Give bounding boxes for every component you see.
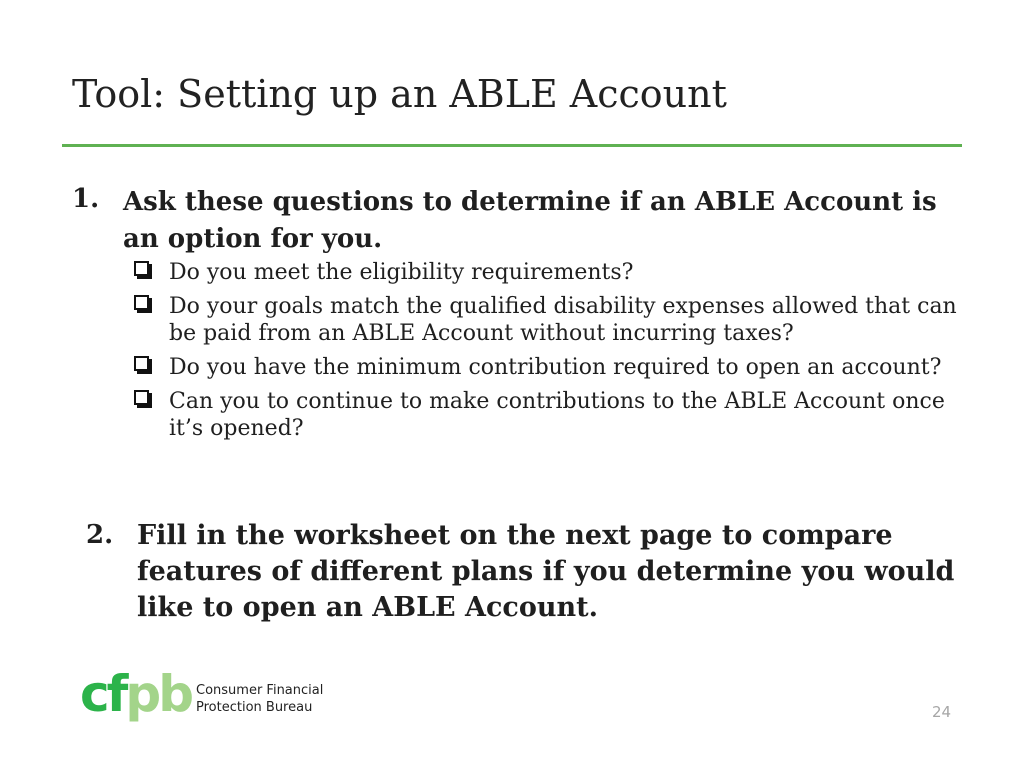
cfpb-logo-mark [80, 665, 191, 723]
slide-title: Tool: Setting up an ABLE Account [72, 72, 727, 116]
question-item [128, 293, 958, 347]
logo-wordmark [196, 682, 323, 716]
step-2-heading: Fill in the worksheet on the next page to compare features of different plans if you determine you would like to open an ABLE Account. [137, 520, 955, 623]
question-text: Can you to continue to make contributions to the ABLE Account once it’s opened? [169, 389, 945, 441]
cfpb-logo [80, 665, 350, 724]
logo-line-1: Consumer Financial [196, 683, 324, 698]
question-list [128, 259, 958, 449]
question-text: Do you meet the eligibility requirements? [169, 260, 634, 285]
question-text: Do you have the minimum contribution required to open an account? [169, 355, 942, 380]
step-1-number: 1. [72, 184, 100, 214]
checkbox-square-icon [134, 261, 149, 276]
checkbox-square-icon [134, 390, 149, 405]
question-text: Do your goals match the qualified disability expenses allowed that can be paid from an ABLE Account without incurring taxes? [169, 294, 957, 346]
checkbox-square-icon [134, 356, 149, 371]
question-item [128, 388, 958, 442]
title-divider [62, 144, 962, 147]
logo-letter-c: c [80, 665, 107, 723]
logo-letter-b: b [158, 665, 191, 723]
logo-letter-p: p [125, 665, 159, 723]
logo-line-2: Protection Bureau [196, 700, 313, 715]
checkbox-square-icon [134, 295, 149, 310]
question-item [128, 354, 958, 381]
question-item [128, 259, 958, 286]
step-2-number: 2. [86, 520, 114, 550]
step-1-heading: Ask these questions to determine if an ABLE Account is an option for you. [123, 187, 937, 254]
page-number: 24 [932, 703, 952, 721]
logo-letter-f: f [106, 665, 126, 723]
